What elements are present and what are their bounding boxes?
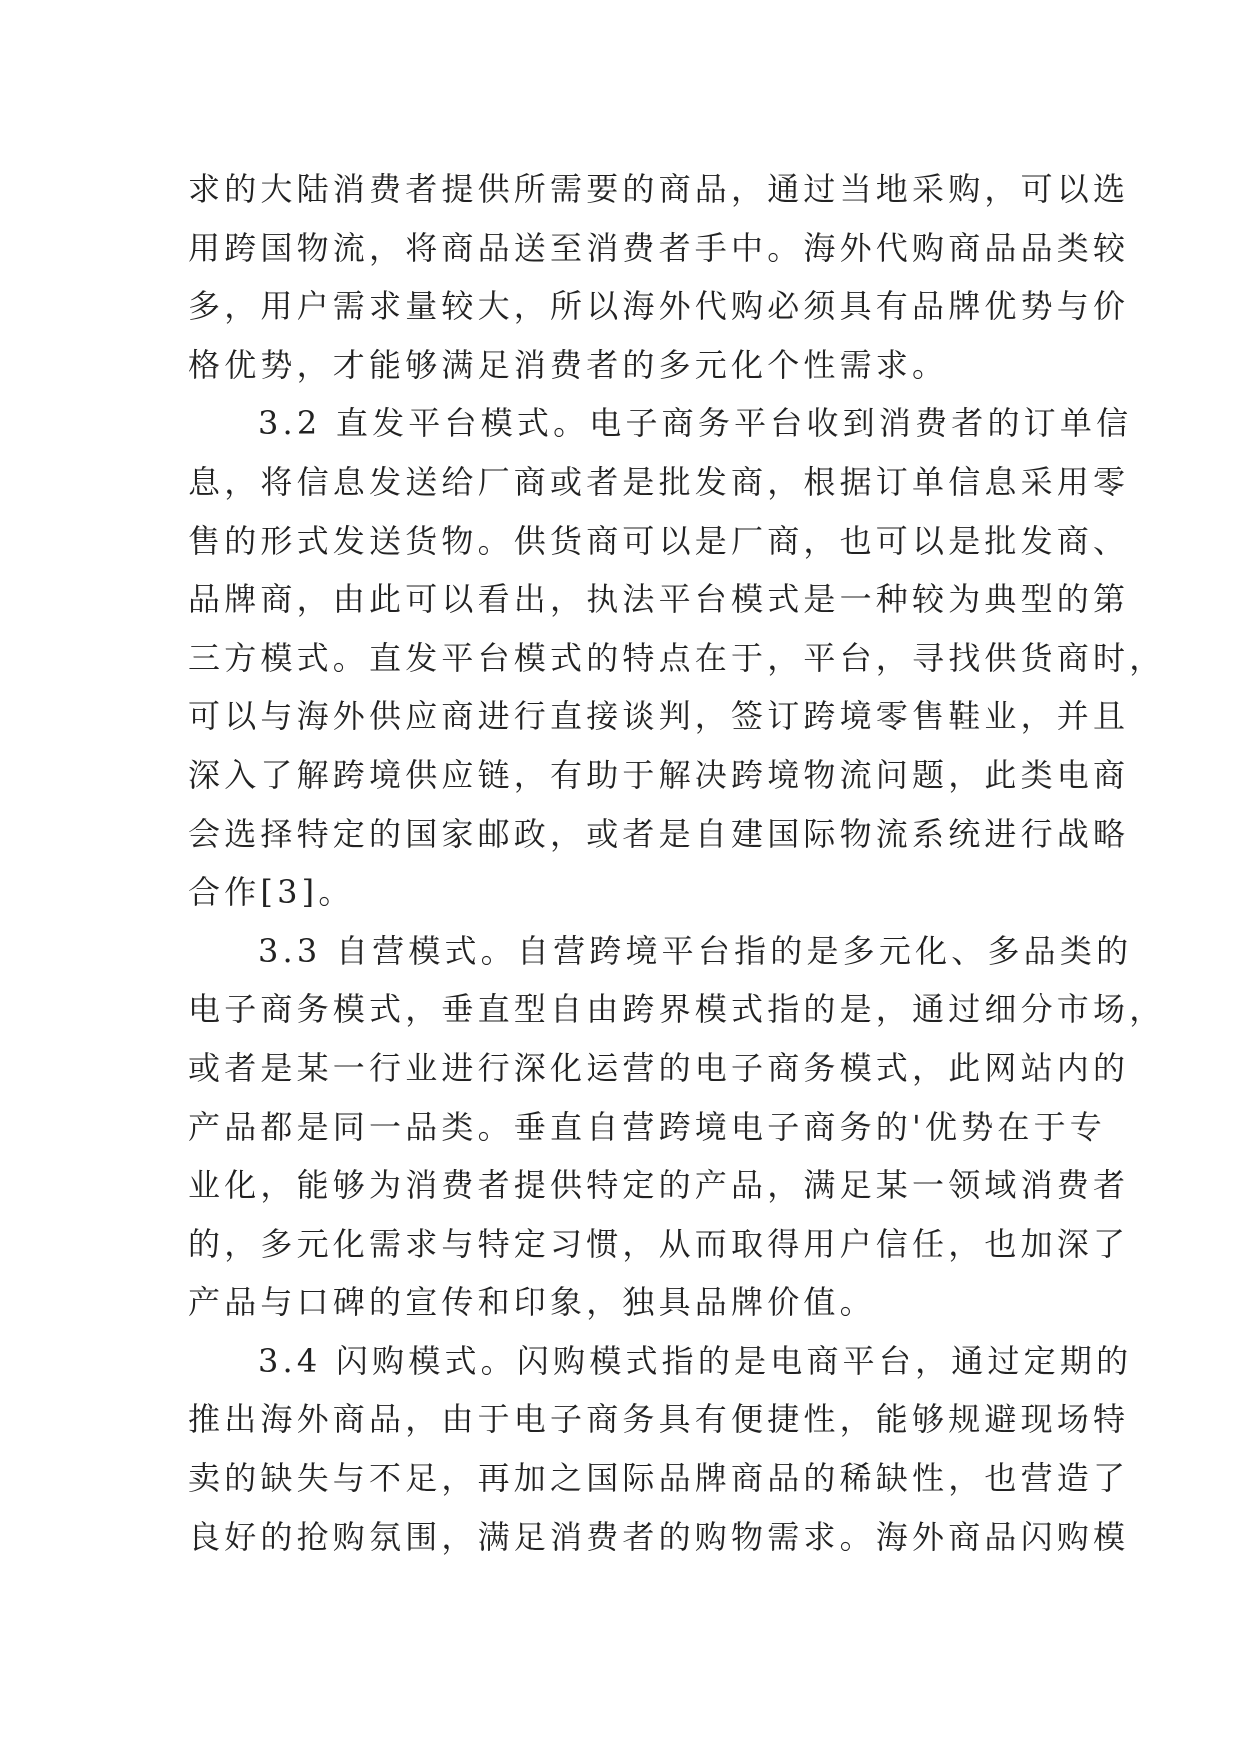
text-line: 推出海外商品，由于电子商务具有便捷性，能够规避现场特 [188,1400,1130,1439]
text-line: 电子商务模式，垂直型自由跨界模式指的是，通过细分市场， [188,990,1166,1029]
text-line: 深入了解跨境供应链，有助于解决跨境物流问题，此类电商 [188,755,1130,794]
text-line: 可以与海外供应商进行直接谈判，签订跨境零售鞋业，并且 [188,697,1130,736]
text-line: 的，多元化需求与特定习惯，从而取得用户信任，也加深了 [188,1224,1130,1263]
text-line: 息，将信息发送给厂商或者是批发商，根据订单信息采用零 [188,462,1130,501]
paragraph-heading-3-2: 3.2 直发平台模式。电子商务平台收到消费者的订单信 [258,404,1133,443]
text-line: 业化，能够为消费者提供特定的产品，满足某一领域消费者 [188,1166,1130,1205]
paragraph-heading-3-4: 3.4 闪购模式。闪购模式指的是电商平台，通过定期的 [258,1341,1133,1380]
text-line: 品牌商，由此可以看出，执法平台模式是一种较为典型的第 [188,580,1130,619]
text-line: 售的形式发送货物。供货商可以是厂商，也可以是批发商、 [188,521,1130,560]
paragraph-heading-3-3: 3.3 自营模式。自营跨境平台指的是多元化、多品类的 [258,931,1133,970]
text-line: 用跨国物流，将商品送至消费者手中。海外代购商品品类较 [188,228,1130,267]
text-line: 卖的缺失与不足，再加之国际品牌商品的稀缺性，也营造了 [188,1459,1130,1498]
text-line: 求的大陆消费者提供所需要的商品，通过当地采购，可以选 [188,170,1130,208]
text-line: 格优势，才能够满足消费者的多元化个性需求。 [188,345,949,384]
text-line: 多，用户需求量较大，所以海外代购必须具有品牌优势与价 [188,287,1130,326]
text-line: 产品都是同一品类。垂直自营跨境电子商务的'优势在于专 [188,1107,1106,1146]
text-line: 产品与口碑的宣传和印象，独具品牌价值。 [188,1283,876,1322]
text-line: 或者是某一行业进行深化运营的电子商务模式，此网站内的 [188,1048,1130,1087]
body-text [188,160,1166,1566]
text-line: 三方模式。直发平台模式的特点在于，平台，寻找供货商时， [188,638,1166,677]
text-line: 良好的抢购氛围，满足消费者的购物需求。海外商品闪购模 [188,1517,1130,1556]
text-line: 合作[3]。 [188,873,355,912]
text-line: 会选择特定的国家邮政，或者是自建国际物流系统进行战略 [188,814,1130,853]
